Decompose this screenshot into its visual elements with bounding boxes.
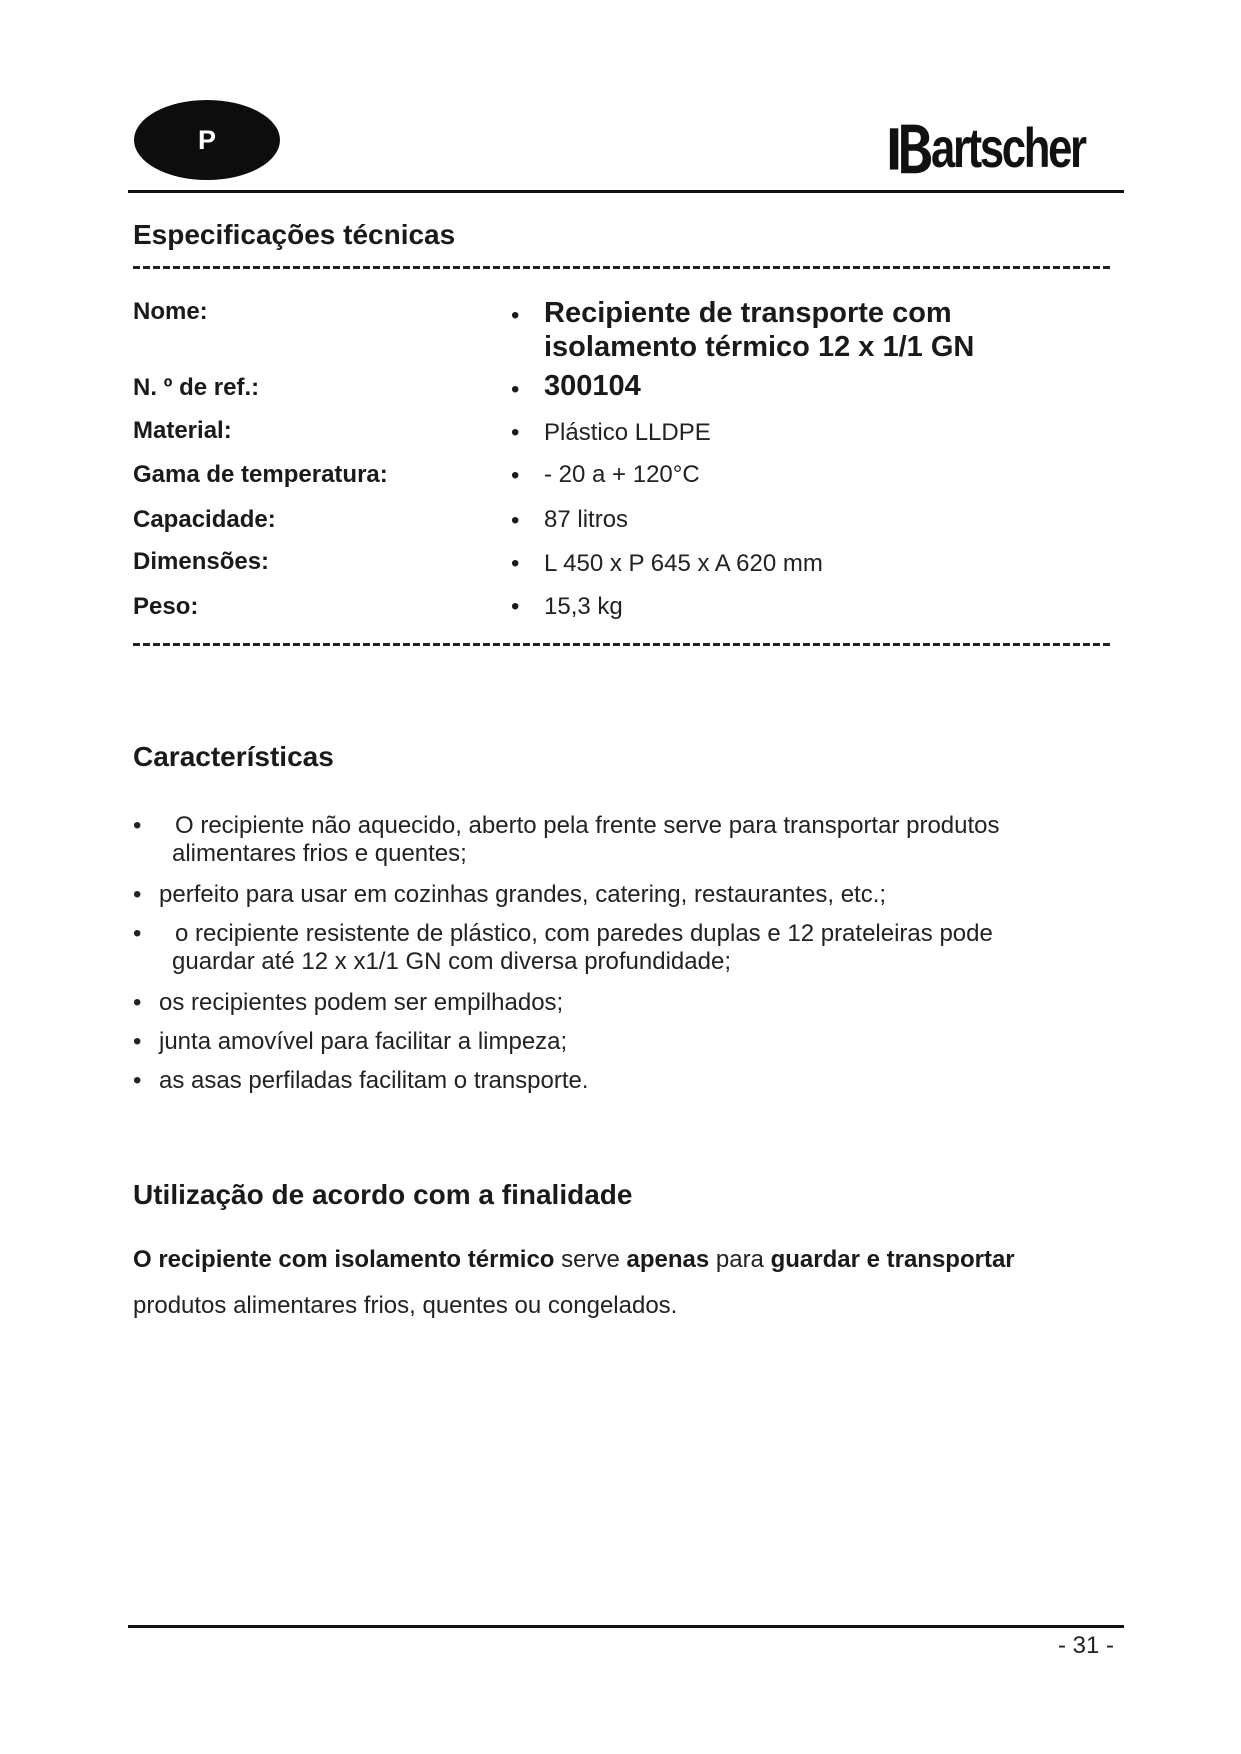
spec-value: isolamento térmico 12 x 1/1 GN — [544, 331, 975, 363]
list-item: • o recipiente resistente de plástico, com paredes duplas e 12 prateleiras pode — [133, 920, 993, 947]
footer-rule — [128, 1625, 1124, 1628]
bullet-icon: • — [133, 1028, 142, 1055]
list-item: • os recipientes podem ser empilhados; — [133, 989, 564, 1016]
bullet-icon: • — [133, 920, 142, 947]
usage-title: Utilização de acordo com a finalidade — [133, 1179, 633, 1210]
specs-divider-bottom — [133, 643, 1113, 646]
list-item: • perfeito para usar em cozinhas grandes, catering, restaurantes, etc.; — [133, 881, 887, 908]
spec-value: Recipiente de transporte com — [544, 297, 952, 329]
bullet-icon: • — [511, 593, 520, 620]
list-item: • junta amovível para facilitar a limpeza; — [133, 1028, 568, 1055]
spec-value: L 450 x P 645 x A 620 mm — [544, 550, 823, 577]
bullet-icon: • — [133, 812, 142, 839]
list-item-continuation: alimentares frios e quentes; — [172, 840, 467, 867]
bullet-icon: • — [133, 1067, 142, 1094]
spec-label: Gama de temperatura: — [133, 461, 388, 488]
spec-value: 87 litros — [544, 506, 629, 533]
spec-value: - 20 a + 120°C — [544, 461, 700, 488]
features-title: Características — [133, 741, 334, 772]
bartscher-logo — [888, 110, 1128, 186]
spec-label: Capacidade: — [133, 506, 276, 533]
bullet-icon: • — [511, 462, 520, 489]
usage-paragraph-line: O recipiente com isolamento térmico serve apenas para guardar e transportar — [133, 1246, 1015, 1273]
bullet-icon: • — [511, 419, 520, 446]
bullet-icon: • — [511, 550, 520, 577]
bullet-icon: • — [133, 989, 142, 1016]
spec-label: Material: — [133, 417, 232, 444]
spec-label: Nome: — [133, 298, 208, 325]
specs-title: Especificações técnicas — [133, 219, 456, 250]
spec-label: N. º de ref.: — [133, 374, 260, 401]
language-code: P — [197, 124, 216, 155]
list-item: • as asas perfiladas facilitam o transporte. — [133, 1067, 589, 1094]
bullet-icon: • — [511, 302, 520, 329]
bullet-icon: • — [511, 507, 520, 534]
bullet-icon: • — [511, 376, 520, 403]
spec-value: 300104 — [544, 370, 641, 402]
spec-value: Plástico LLDPE — [544, 419, 711, 446]
spec-value: 15,3 kg — [544, 593, 623, 620]
usage-paragraph-line: produtos alimentares frios, quentes ou congelados. — [133, 1292, 678, 1319]
spec-label: Peso: — [133, 593, 199, 620]
spec-label: Dimensões: — [133, 548, 270, 575]
brand-b-icon — [888, 117, 933, 179]
page-number: - 31 - — [1058, 1632, 1115, 1659]
list-item: • O recipiente não aquecido, aberto pela frente serve para transportar produtos — [133, 812, 1000, 839]
header-rule — [128, 190, 1124, 193]
list-item-continuation: guardar até 12 x x1/1 GN com diversa profundidade; — [172, 948, 731, 975]
language-badge — [134, 100, 280, 180]
brand-name: artscher — [930, 116, 1085, 179]
specs-divider-top — [133, 266, 1113, 269]
bullet-icon: • — [133, 881, 142, 908]
